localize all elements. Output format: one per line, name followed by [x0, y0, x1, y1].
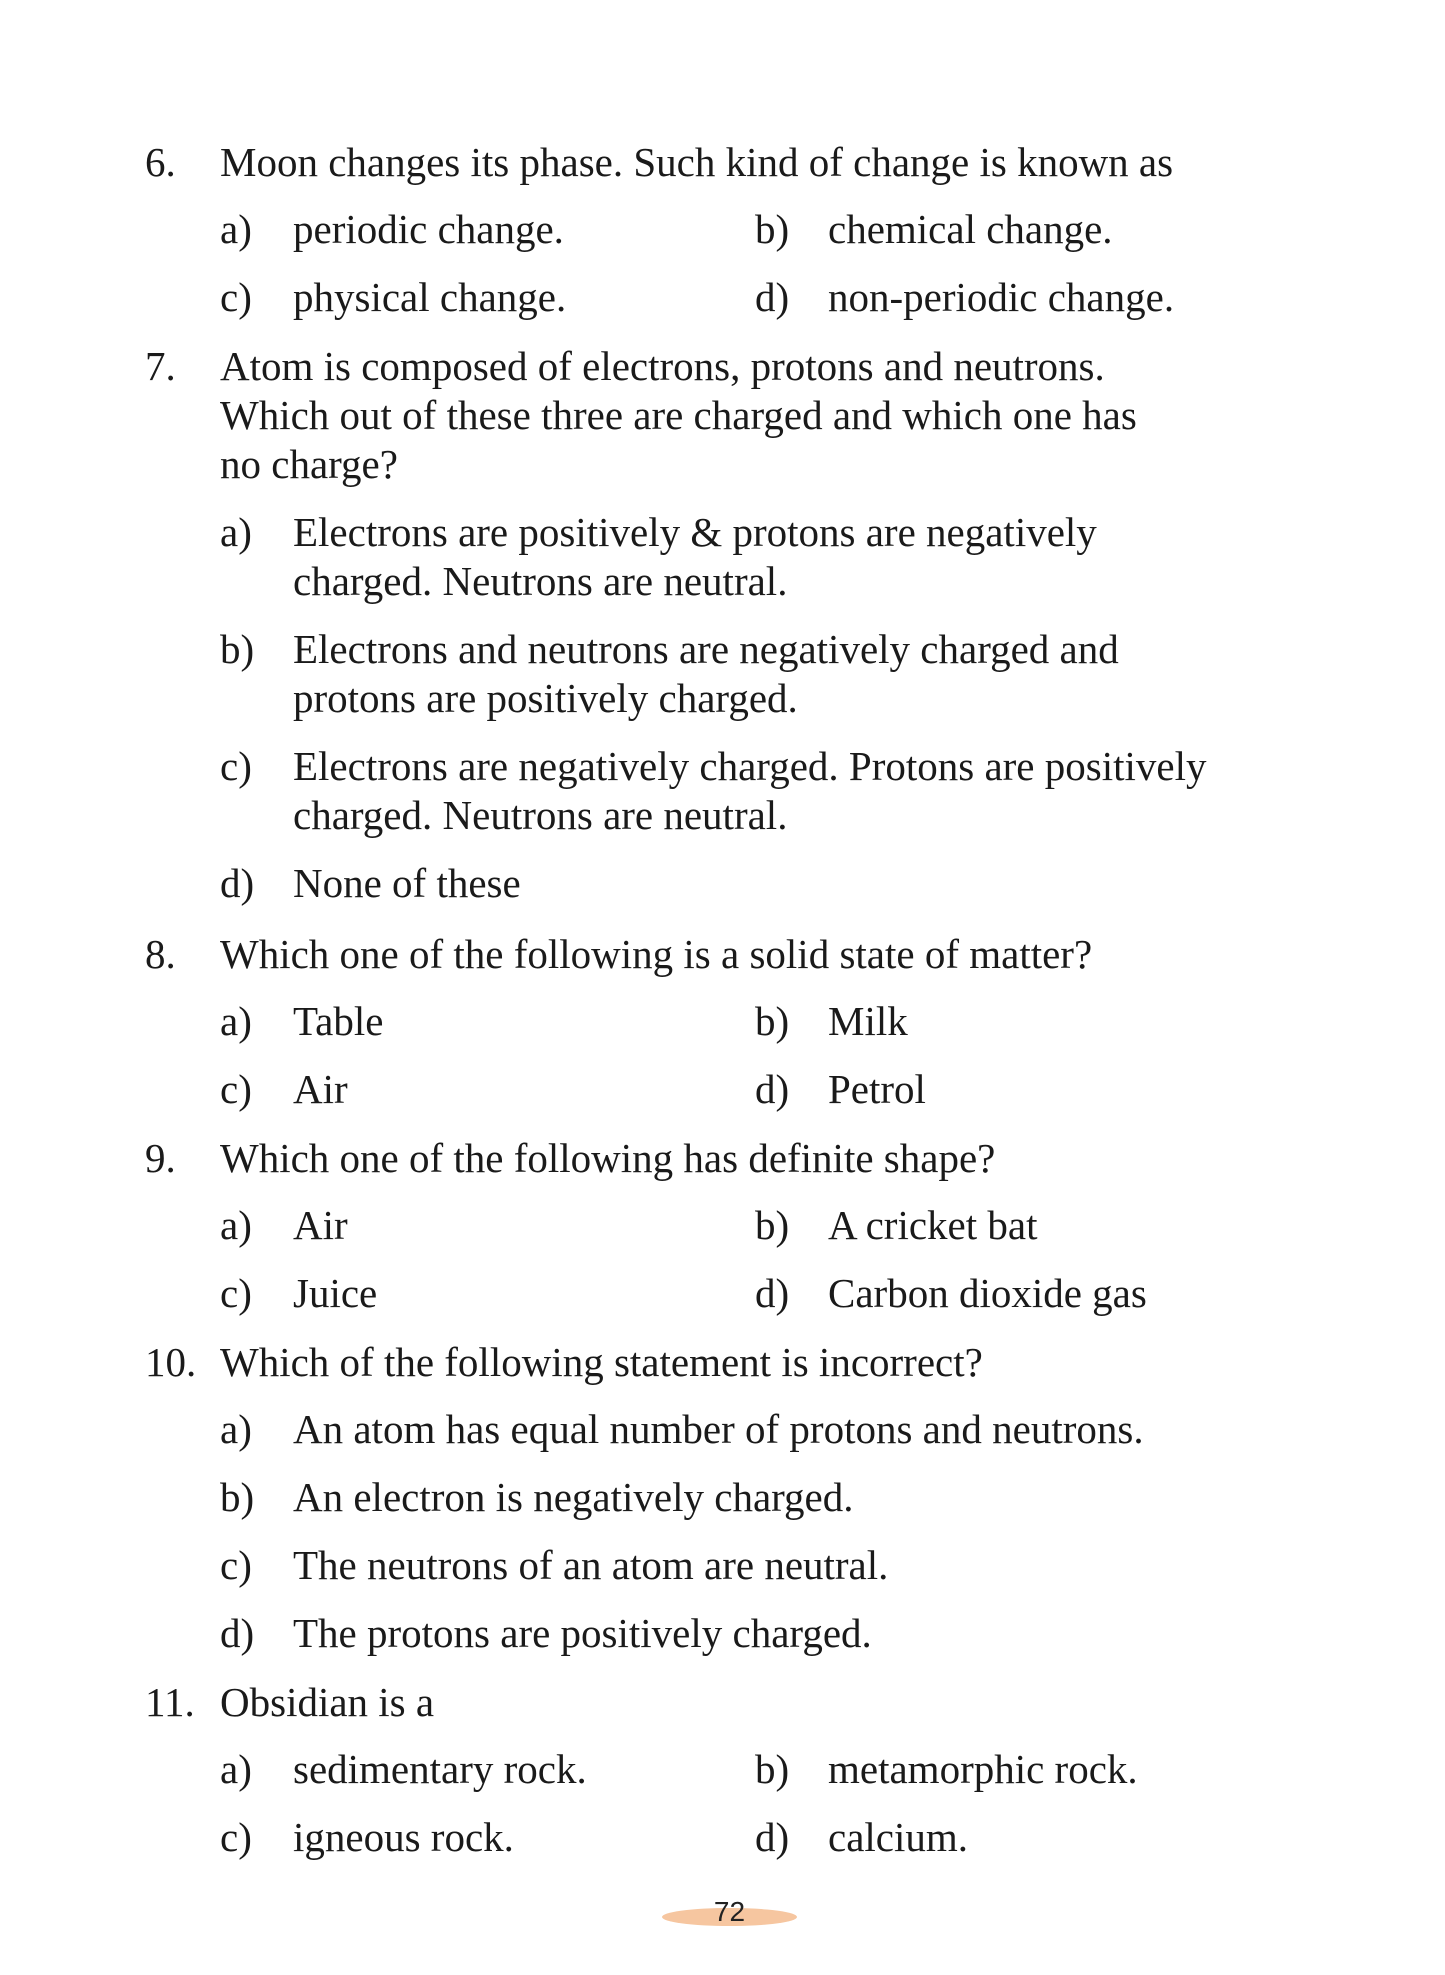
option-text-line: None of these — [293, 860, 521, 906]
option-d — [755, 1065, 1290, 1114]
question-text-line: Which out of these three are charged and which one has — [220, 392, 1137, 438]
option-a — [220, 1405, 1320, 1454]
question-10 — [145, 1338, 1325, 1677]
option-text-line: Electrons and neutrons are negatively charged and — [293, 626, 1119, 672]
option-b — [755, 1745, 1290, 1794]
option-d — [755, 273, 1290, 322]
option-d — [220, 1609, 1320, 1658]
option-letter: a) — [220, 509, 252, 555]
options — [220, 1405, 1325, 1677]
option-letter: b) — [755, 206, 790, 252]
option-c — [220, 1813, 755, 1862]
question-9 — [145, 1134, 1325, 1337]
option-b — [755, 1201, 1290, 1250]
option-letter: c) — [220, 1066, 252, 1112]
question-text: Which one of the following has definite shape? — [220, 1135, 996, 1181]
option-a — [220, 508, 1320, 606]
question-text-line: no charge? — [220, 441, 398, 487]
option-text: Air — [293, 1066, 348, 1112]
option-letter: c) — [220, 1542, 252, 1588]
option-letter: c) — [220, 274, 252, 320]
question-number: 8. — [145, 931, 176, 977]
option-text — [293, 508, 1320, 606]
question-number: 6. — [145, 139, 176, 185]
question-text: Obsidian is a — [220, 1679, 435, 1725]
options — [220, 1745, 1325, 1881]
option-text-line: protons are positively charged. — [293, 675, 798, 721]
option-b — [755, 205, 1290, 254]
option-text — [293, 625, 1320, 723]
option-c — [220, 1269, 755, 1318]
option-c — [220, 273, 755, 322]
question-11 — [145, 1678, 1325, 1881]
question-8 — [145, 930, 1325, 1133]
question-number: 7. — [145, 343, 176, 389]
page-number: 72 — [713, 1896, 746, 1927]
question-number: 9. — [145, 1135, 176, 1181]
question-text: Which of the following statement is incorrect? — [220, 1339, 983, 1385]
question-text: Which one of the following is a solid state of matter? — [220, 931, 1093, 977]
option-b — [220, 1473, 1320, 1522]
question-text: Moon changes its phase. Such kind of change is known as — [220, 139, 1174, 185]
option-text — [293, 742, 1320, 840]
option-letter: d) — [755, 1066, 790, 1112]
option-b — [755, 997, 1290, 1046]
option-text: non-periodic change. — [828, 274, 1175, 320]
option-text-line: charged. Neutrons are neutral. — [293, 558, 788, 604]
option-letter: b) — [220, 1474, 255, 1520]
option-c — [220, 1065, 755, 1114]
option-a — [220, 997, 755, 1046]
option-letter: c) — [220, 743, 252, 789]
option-text-line: Electrons are positively & protons are negatively — [293, 509, 1097, 555]
options — [220, 205, 1325, 341]
option-letter: d) — [755, 274, 790, 320]
question-number: 10. — [145, 1339, 197, 1385]
option-letter: d) — [220, 1610, 255, 1656]
option-text: Petrol — [828, 1066, 926, 1112]
option-letter: d) — [220, 860, 255, 906]
option-text: sedimentary rock. — [293, 1746, 587, 1792]
options — [220, 508, 1325, 908]
option-b — [220, 625, 1320, 723]
option-text-line: Electrons are negatively charged. Protons are positively — [293, 743, 1207, 789]
option-text: physical change. — [293, 274, 567, 320]
option-letter: d) — [755, 1270, 790, 1316]
question-number: 11. — [145, 1679, 195, 1725]
option-text: Table — [293, 998, 384, 1044]
options — [220, 1201, 1325, 1337]
option-letter: c) — [220, 1814, 252, 1860]
option-a — [220, 205, 755, 254]
option-text: An atom has equal number of protons and neutrons. — [293, 1406, 1144, 1452]
option-letter: a) — [220, 1746, 252, 1792]
options — [220, 997, 1325, 1133]
question-text-line: Atom is composed of electrons, protons and neutrons. — [220, 343, 1105, 389]
option-c — [220, 1541, 1320, 1590]
option-text: Juice — [293, 1270, 378, 1316]
option-text: An electron is negatively charged. — [293, 1474, 854, 1520]
option-text: calcium. — [828, 1814, 969, 1860]
option-text: igneous rock. — [293, 1814, 514, 1860]
question-text — [220, 342, 1325, 489]
option-c — [220, 742, 1320, 840]
option-letter: a) — [220, 206, 252, 252]
question-6 — [145, 138, 1325, 341]
option-text — [293, 859, 1320, 908]
option-text: The neutrons of an atom are neutral. — [293, 1542, 889, 1588]
option-text: metamorphic rock. — [828, 1746, 1138, 1792]
option-letter: a) — [220, 998, 252, 1044]
option-d — [220, 859, 1320, 908]
option-text: The protons are positively charged. — [293, 1610, 872, 1656]
option-text: chemical change. — [828, 206, 1113, 252]
option-letter: d) — [755, 1814, 790, 1860]
option-letter: a) — [220, 1406, 252, 1452]
option-text: A cricket bat — [828, 1202, 1038, 1248]
option-text: periodic change. — [293, 206, 564, 252]
option-letter: b) — [220, 626, 255, 672]
option-letter: c) — [220, 1270, 252, 1316]
option-letter: a) — [220, 1202, 252, 1248]
option-text-line: charged. Neutrons are neutral. — [293, 792, 788, 838]
option-letter: b) — [755, 1202, 790, 1248]
option-d — [755, 1269, 1290, 1318]
option-letter: b) — [755, 1746, 790, 1792]
option-text: Air — [293, 1202, 348, 1248]
option-a — [220, 1201, 755, 1250]
question-7 — [145, 342, 1325, 927]
option-a — [220, 1745, 755, 1794]
option-text: Carbon dioxide gas — [828, 1270, 1147, 1316]
option-letter: b) — [755, 998, 790, 1044]
option-d — [755, 1813, 1290, 1862]
page-number-badge — [662, 1898, 797, 1926]
option-text: Milk — [828, 998, 908, 1044]
